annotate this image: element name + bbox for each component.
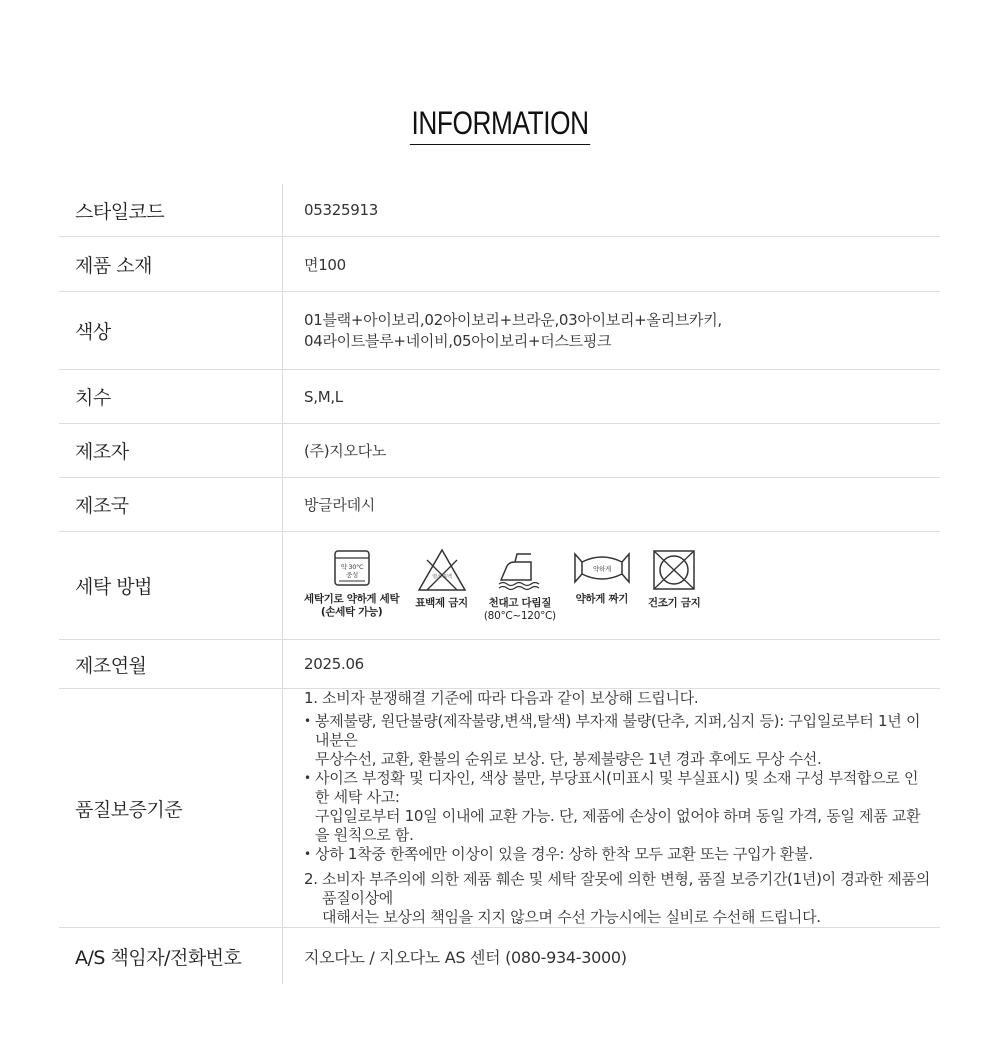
row-as: [59, 928, 940, 985]
care-bleach: [415, 548, 468, 610]
no-bleach-icon: [417, 548, 467, 592]
row-color: [59, 292, 940, 370]
wash-neutral-text: 중성: [345, 571, 358, 579]
page-title: INFORMATION: [410, 103, 590, 145]
info-table: [59, 184, 940, 984]
wring-caption: 약하게 짜기: [575, 593, 629, 605]
wash-caption: 세탁기로 약하게 세탁: [304, 593, 400, 605]
row-style-code: [59, 184, 940, 237]
material-value: 면100: [283, 237, 941, 292]
row-quality: [59, 689, 940, 928]
washing-value: [283, 532, 941, 640]
manufacturer-label: 제조자: [59, 424, 283, 478]
quality-label: 품질보증기준: [59, 689, 283, 928]
care-iron: [484, 548, 556, 623]
color-value: [283, 292, 941, 370]
bullet-dot: •: [304, 847, 311, 861]
care-wring: [572, 548, 632, 606]
wring-inner-text: 약하게: [592, 565, 611, 573]
iron-caption: 천대고 다림질: [488, 597, 552, 609]
color-label: 색상: [59, 292, 283, 370]
row-country: [59, 478, 940, 532]
country-label: 제조국: [59, 478, 283, 532]
quality-bullet-3: [304, 845, 930, 864]
quality-item-2: [304, 870, 930, 927]
mfg-date-value: 2025.06: [283, 640, 941, 689]
wash-caption-2: (손세탁 가능): [320, 606, 383, 618]
care-dryer: [648, 548, 701, 610]
washing-label: 세탁 방법: [59, 532, 283, 640]
mfg-date-label: 제조연월: [59, 640, 283, 689]
care-icons: [304, 548, 930, 623]
color-line-1: 01블랙+아이보리,02아이보리+브라운,03아이보리+올리브카키,: [304, 310, 722, 329]
bullet-dot: •: [304, 771, 311, 785]
quality-bullet-1-line-1: 봉제불량, 원단불량(제작불량,변색,탈색) 부자재 불량(단추, 지퍼,심지 등): 구입일로부터 1년 이내분은: [315, 712, 921, 749]
style-code-value: 05325913: [283, 184, 941, 237]
row-size: [59, 370, 940, 424]
iron-caption-2: (80°C~120°C): [483, 610, 556, 622]
quality-value: [283, 689, 941, 928]
bleach-caption: 표백제 금지: [415, 597, 468, 609]
as-label: A/S 책임자/전화번호: [59, 928, 283, 985]
title-wrap: [0, 103, 1000, 145]
quality-item-2-num: 2.: [304, 870, 318, 888]
quality-bullet-1-line-2: 무상수선, 교환, 환불의 순위로 보상. 단, 봉제불량은 1년 경과 후에도 무상 수선.: [315, 750, 822, 768]
quality-item-1: [304, 689, 930, 708]
manufacturer-value: (주)지오다노: [283, 424, 941, 478]
row-material: [59, 237, 940, 292]
size-label: 치수: [59, 370, 283, 424]
row-mfg-date: [59, 640, 940, 689]
iron-cloth-icon: [497, 548, 543, 592]
quality-bullet-1: [304, 712, 930, 769]
row-manufacturer: [59, 424, 940, 478]
country-value: 방글라데시: [283, 478, 941, 532]
bleach-inner-text: 염소·표백: [431, 574, 452, 580]
color-line-2: 04라이트블루+네이비,05아이보리+더스트핑크: [304, 331, 612, 350]
wash-30c-gentle-icon: [331, 548, 373, 588]
as-value: 지오다노 / 지오다노 AS 센터 (080-934-3000): [304, 947, 627, 967]
material-label: 제품 소재: [59, 237, 283, 292]
dryer-caption: 건조기 금지: [647, 597, 701, 609]
wash-temp-text: 약 30°C: [340, 563, 363, 571]
care-wash: [304, 548, 399, 619]
quality-bullet-2-line-2: 구입일로부터 10일 이내에 교환 가능. 단, 제품에 손상이 없어야 하며 동일 가격, 동일 제품 교환을 원칙으로 함.: [315, 807, 921, 844]
quality-item-2-line-2: 대해서는 보상의 책임을 지지 않으며 수선 가능시에는 실비로 수선해 드립니다.: [322, 908, 821, 926]
quality-bullet-3-line-1: 상하 1착중 한쪽에만 이상이 있을 경우: 상하 한착 모두 교환 또는 구입가 환불.: [315, 845, 813, 863]
bullet-dot: •: [304, 714, 311, 728]
wring-gently-icon: [572, 548, 632, 588]
quality-item-1-num: 1.: [304, 689, 318, 707]
no-tumble-dry-icon: [651, 548, 697, 592]
row-washing: [59, 532, 940, 640]
size-value: S,M,L: [283, 370, 941, 424]
quality-item-1-text: 소비자 분쟁해결 기준에 따라 다음과 같이 보상해 드립니다.: [322, 689, 699, 707]
quality-bullet-2-line-1: 사이즈 부정확 및 디자인, 색상 불만, 부당표시(미표시 및 부실표시) 및 소재 구성 부적합으로 인한 세탁 사고:: [315, 769, 919, 806]
quality-item-2-line-1: 소비자 부주의에 의한 제품 훼손 및 세탁 잘못에 의한 변형, 품질 보증기간(1년)이 경과한 제품의 품질이상에: [322, 870, 930, 907]
style-code-label: 스타일코드: [59, 184, 283, 237]
quality-bullet-2: [304, 769, 930, 845]
